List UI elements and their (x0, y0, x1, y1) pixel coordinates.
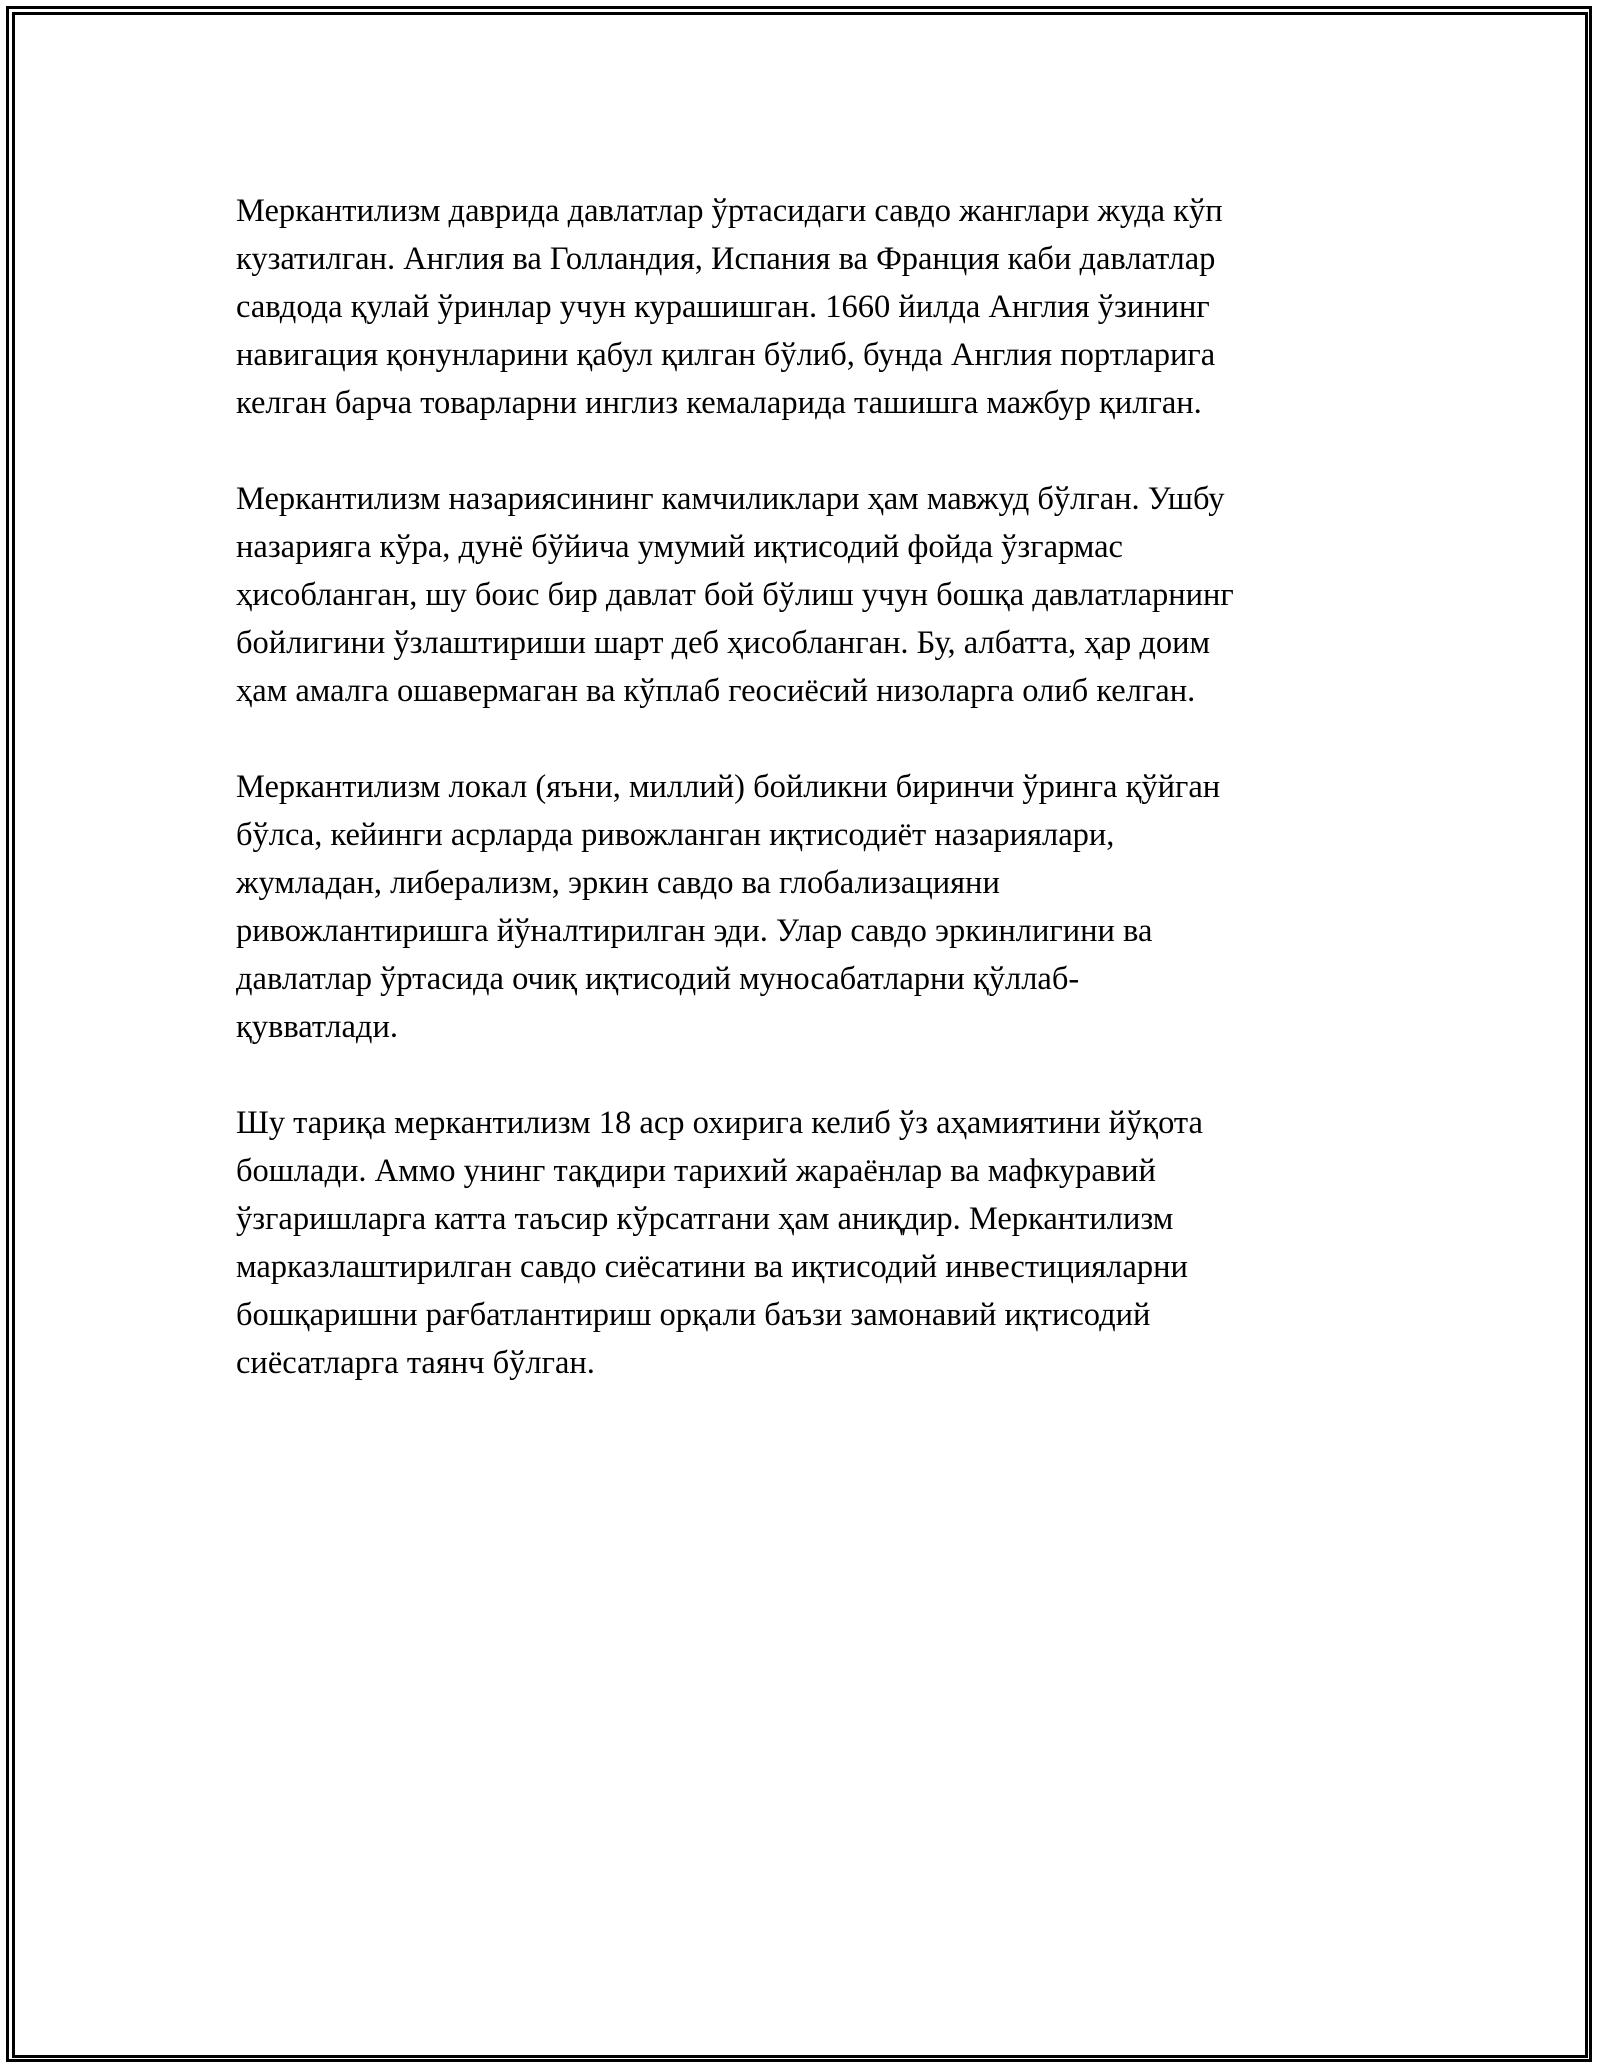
document-body (236, 187, 1386, 1435)
paragraph-4: Шу тариқа меркантилизм 18 аср охирига келиб ўз аҳамиятини йўқота бошлади. Аммо унинг тақдири тарихий жараёнлар ва мафкуравий ўзгаришларга катта таъсир кўрсатгани ҳам аниқдир. Меркантилизм марказлаштирилган савдо сиёсатини ва иқтисодий инвестицияларни бошқаришни рағбатлантириш орқали баъзи замонавий иқтисодий сиёсатларга таянч бўлган. (236, 1105, 1203, 1381)
paragraph-3: Меркантилизм локал (яъни, миллий) бойликни биринчи ўринга қўйган бўлса, кейинги асрларда ривожланган иқтисодиёт назариялари, жумладан, либерализм, эркин савдо ва глобализацияни ривожлантиришга йўналтирилган эди. Улар савдо эркинлигини ва давлатлар ўртасида очиқ иқтисодий муносабатларни қўллаб- қувватлади. (236, 769, 1221, 1045)
paragraph-2: Меркантилизм назариясининг камчиликлари ҳам мавжуд бўлган. Ушбу назарияга кўра, дунё бўйича умумий иқтисодий фойда ўзгармас ҳисобланган, шу боис бир давлат бой бўлиш учун бошқа давлатларнинг бойлигини ўзлаштириши шарт деб ҳисобланган. Бу, албатта, ҳар доим ҳам амалга ошавермаган ва кўплаб геосиёсий низоларга олиб келган. (236, 481, 1234, 709)
paragraph-1: Меркантилизм даврида давлатлар ўртасидаги савдо жанглари жуда кўп кузатилган. Англия ва Голландия, Испания ва Франция каби давлатлар савдода қулай ўринлар учун курашишган. 1660 йилда Англия ўзининг навигация қонунларини қабул қилган бўлиб, бунда Англия портларига келган барча товарларни инглиз кемаларида ташишга мажбур қилган. (236, 193, 1223, 421)
